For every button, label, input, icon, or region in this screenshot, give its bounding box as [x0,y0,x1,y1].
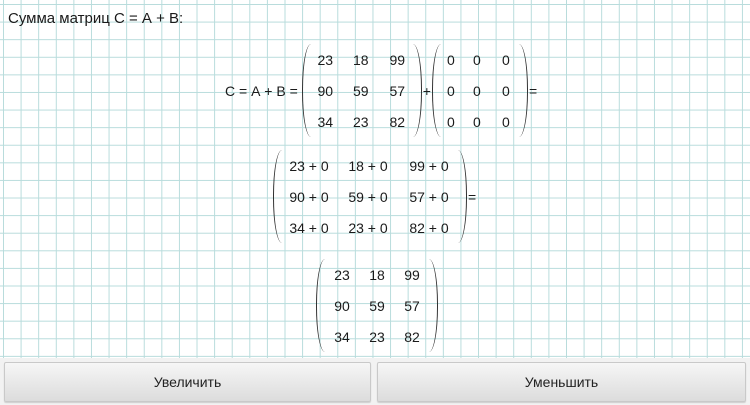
left-paren-icon [316,259,325,352]
matrix-cell: 23 [317,51,334,68]
right-paren-icon [429,259,438,352]
matrix-cell: 34 [317,113,334,130]
matrix-cell: 0 [447,82,455,99]
matrix-cell: 99 + 0 [409,157,449,174]
equals-sign: = [468,188,477,205]
matrix-cell: 0 [447,113,455,130]
plus-sign: + [422,82,431,99]
result-row [316,259,438,352]
matrix-cell: 0 [502,113,510,130]
matrix-cell: 23 [352,113,369,130]
decrease-button[interactable]: Уменьшить [377,362,746,402]
matrix-b-cells [441,44,519,137]
left-paren-icon [432,44,441,137]
matrix-cell: 57 [404,297,420,314]
matrix-cell: 0 [473,51,481,68]
matrix-cell: 0 [502,82,510,99]
matrix-cell: 23 + 0 [348,219,388,236]
matrix-cell: 34 [334,328,350,345]
increase-button[interactable]: Увеличить [4,362,371,402]
matrix-b [432,44,528,137]
matrix-cell: 23 [334,266,350,283]
matrix-cell: 0 [502,51,510,68]
matrix-cell: 0 [473,113,481,130]
matrix-cell: 34 + 0 [289,219,329,236]
matrix-cell: 0 [473,82,481,99]
matrix-result [316,259,438,352]
matrix-cell: 99 [404,266,420,283]
sum-expression-row [273,150,477,243]
matrix-cell: 18 [369,266,385,283]
left-paren-icon [273,150,282,243]
matrix-cell: 18 [352,51,369,68]
matrix-cell: 99 [389,51,406,68]
equation-row [225,44,538,137]
matrix-sum-expression [273,150,467,243]
matrix-sum-cells [282,150,458,243]
equals-sign: = [528,82,538,99]
right-paren-icon [413,44,422,137]
bottom-toolbar [0,358,750,405]
matrix-a-cells [311,44,413,137]
matrix-result-cells [325,259,429,352]
matrix-cell: 57 [389,82,406,99]
matrix-cell: 82 + 0 [409,219,449,236]
matrix-cell: 82 [404,328,420,345]
matrix-cell: 59 [352,82,369,99]
matrix-cell: 90 [334,297,350,314]
page-title: Сумма матриц С = А + В: [8,10,184,27]
matrix-cell: 90 + 0 [289,188,329,205]
matrix-cell: 18 + 0 [348,157,388,174]
matrix-cell: 57 + 0 [409,188,449,205]
matrix-cell: 0 [447,51,455,68]
matrix-cell: 90 [317,82,334,99]
matrix-a [302,44,422,137]
equation-label: С = А + В = [225,82,298,99]
right-paren-icon [519,44,528,137]
matrix-cell: 23 [369,328,385,345]
matrix-cell: 82 [389,113,406,130]
matrix-cell: 23 + 0 [289,157,329,174]
matrix-cell: 59 [369,297,385,314]
matrix-cell: 59 + 0 [348,188,388,205]
left-paren-icon [302,44,311,137]
right-paren-icon [458,150,467,243]
